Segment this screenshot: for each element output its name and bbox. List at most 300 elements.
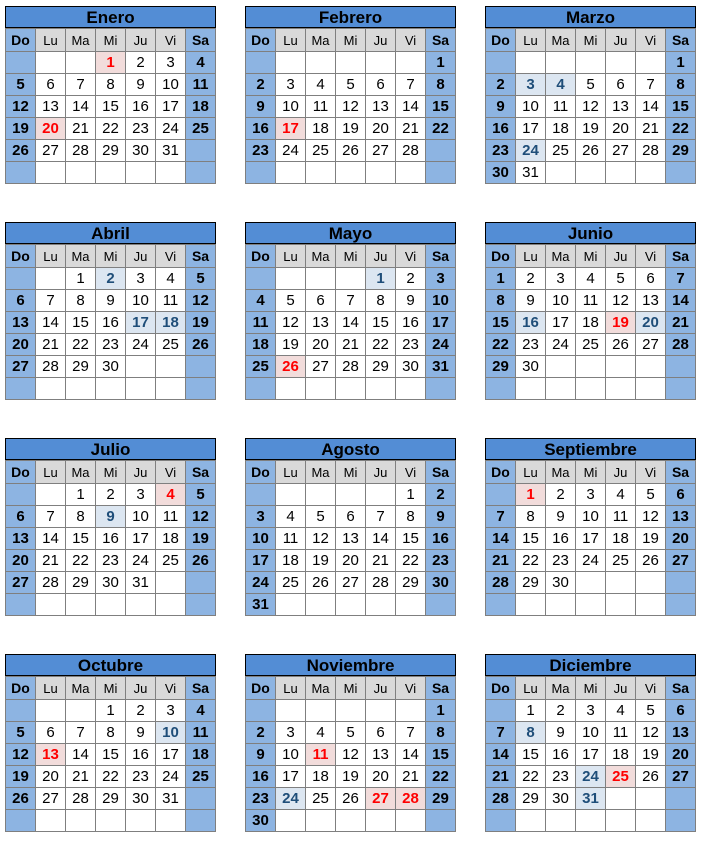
day-cell: 31 xyxy=(156,140,186,162)
day-cell: 9 xyxy=(126,74,156,96)
weekday-label: Mi xyxy=(96,677,126,700)
day-cell: 23 xyxy=(516,334,546,356)
weekday-label: Ma xyxy=(66,245,96,268)
weekday-label: Ju xyxy=(606,29,636,52)
weekday-label: Sa xyxy=(666,461,696,484)
holiday-day-cell: 26 xyxy=(276,356,306,378)
day-cell: 21 xyxy=(636,118,666,140)
weekday-label: Sa xyxy=(186,461,216,484)
day-cell: 16 xyxy=(396,312,426,334)
day-cell: 14 xyxy=(486,744,516,766)
day-cell: 30 xyxy=(546,572,576,594)
day-cell: 5 xyxy=(336,722,366,744)
day-cell: 13 xyxy=(336,528,366,550)
day-cell: 22 xyxy=(66,550,96,572)
day-cell: 30 xyxy=(96,572,126,594)
day-cell xyxy=(246,162,276,184)
week-row xyxy=(6,810,216,832)
week-row xyxy=(6,96,216,118)
day-cell: 4 xyxy=(606,484,636,506)
day-cell: 29 xyxy=(96,140,126,162)
day-cell: 17 xyxy=(426,312,456,334)
weekday-label: Ma xyxy=(306,245,336,268)
month-title: Octubre xyxy=(5,654,216,676)
day-cell: 21 xyxy=(486,766,516,788)
day-cell xyxy=(576,810,606,832)
weekday-label: Lu xyxy=(516,461,546,484)
week-row xyxy=(246,52,456,74)
day-cell: 12 xyxy=(6,96,36,118)
day-cell xyxy=(486,484,516,506)
day-cell: 31 xyxy=(246,594,276,616)
day-cell xyxy=(606,378,636,400)
day-cell: 6 xyxy=(6,506,36,528)
day-cell: 18 xyxy=(306,118,336,140)
day-cell: 2 xyxy=(396,268,426,290)
weekday-label: Vi xyxy=(636,461,666,484)
day-cell xyxy=(276,484,306,506)
day-cell: 6 xyxy=(36,722,66,744)
weekday-label: Do xyxy=(486,461,516,484)
day-cell: 19 xyxy=(186,528,216,550)
day-cell: 22 xyxy=(486,334,516,356)
month-title: Julio xyxy=(5,438,216,460)
day-cell: 18 xyxy=(606,744,636,766)
day-cell: 27 xyxy=(36,140,66,162)
holiday-day-cell: 1 xyxy=(516,484,546,506)
day-cell xyxy=(276,268,306,290)
day-cell: 29 xyxy=(66,572,96,594)
holiday-day-cell: 27 xyxy=(366,788,396,810)
day-cell: 7 xyxy=(666,268,696,290)
day-cell xyxy=(486,810,516,832)
day-cell: 20 xyxy=(306,334,336,356)
day-cell: 7 xyxy=(396,722,426,744)
month-title: Noviembre xyxy=(245,654,456,676)
highlighted-day-cell: 4 xyxy=(546,74,576,96)
day-cell xyxy=(186,162,216,184)
day-cell: 25 xyxy=(576,334,606,356)
day-cell: 9 xyxy=(546,506,576,528)
weekday-label: Lu xyxy=(36,677,66,700)
day-cell: 22 xyxy=(666,118,696,140)
day-cell: 4 xyxy=(156,268,186,290)
day-cell: 8 xyxy=(66,290,96,312)
day-cell: 25 xyxy=(156,550,186,572)
day-cell: 6 xyxy=(666,700,696,722)
day-cell xyxy=(36,484,66,506)
week-row xyxy=(486,572,696,594)
week-row xyxy=(486,788,696,810)
weekday-label: Lu xyxy=(276,677,306,700)
day-cell: 11 xyxy=(246,312,276,334)
day-cell xyxy=(396,162,426,184)
day-cell: 26 xyxy=(6,140,36,162)
week-row xyxy=(246,118,456,140)
day-cell: 20 xyxy=(606,118,636,140)
weekday-label: Ju xyxy=(366,461,396,484)
day-cell: 14 xyxy=(36,528,66,550)
day-cell: 4 xyxy=(186,700,216,722)
weekday-label: Ju xyxy=(606,245,636,268)
day-cell xyxy=(36,162,66,184)
month-3 xyxy=(5,222,216,400)
day-cell: 10 xyxy=(276,744,306,766)
day-cell: 15 xyxy=(366,312,396,334)
weekday-header-row xyxy=(246,461,456,484)
weekday-label: Sa xyxy=(426,461,456,484)
weekday-label: Ma xyxy=(306,677,336,700)
week-row xyxy=(486,290,696,312)
day-cell xyxy=(516,810,546,832)
weekday-label: Do xyxy=(486,29,516,52)
day-cell xyxy=(66,700,96,722)
day-cell: 3 xyxy=(276,722,306,744)
weekday-label: Ju xyxy=(366,29,396,52)
day-cell: 9 xyxy=(426,506,456,528)
weekday-label: Do xyxy=(246,461,276,484)
day-cell: 23 xyxy=(426,550,456,572)
month-0 xyxy=(5,6,216,184)
day-cell xyxy=(396,378,426,400)
day-cell: 22 xyxy=(366,334,396,356)
day-cell xyxy=(6,484,36,506)
day-cell: 19 xyxy=(6,118,36,140)
day-cell: 30 xyxy=(126,140,156,162)
day-cell: 14 xyxy=(36,312,66,334)
day-cell: 16 xyxy=(96,312,126,334)
weekday-label: Mi xyxy=(96,29,126,52)
month-title: Febrero xyxy=(245,6,456,28)
day-cell: 4 xyxy=(306,722,336,744)
week-row xyxy=(6,484,216,506)
week-row xyxy=(6,268,216,290)
day-cell: 14 xyxy=(396,744,426,766)
month-title: Enero xyxy=(5,6,216,28)
day-cell xyxy=(276,594,306,616)
highlighted-day-cell: 31 xyxy=(576,788,606,810)
highlighted-day-cell: 8 xyxy=(516,722,546,744)
day-cell: 8 xyxy=(366,290,396,312)
day-cell: 27 xyxy=(6,572,36,594)
day-cell: 9 xyxy=(396,290,426,312)
weekday-label: Ju xyxy=(126,461,156,484)
day-cell: 21 xyxy=(66,118,96,140)
day-cell xyxy=(546,162,576,184)
day-cell: 1 xyxy=(396,484,426,506)
weekday-header-row xyxy=(486,461,696,484)
day-cell: 20 xyxy=(366,766,396,788)
day-cell xyxy=(36,700,66,722)
day-cell xyxy=(606,572,636,594)
day-cell: 5 xyxy=(606,268,636,290)
day-cell: 28 xyxy=(66,140,96,162)
day-cell xyxy=(96,594,126,616)
month-grid xyxy=(5,28,216,184)
day-cell: 28 xyxy=(66,788,96,810)
day-cell: 12 xyxy=(306,528,336,550)
week-row xyxy=(6,506,216,528)
day-cell: 24 xyxy=(426,334,456,356)
day-cell xyxy=(276,52,306,74)
day-cell: 20 xyxy=(6,550,36,572)
day-cell: 1 xyxy=(66,268,96,290)
day-cell: 23 xyxy=(486,140,516,162)
day-cell: 30 xyxy=(396,356,426,378)
day-cell xyxy=(186,788,216,810)
day-cell xyxy=(186,140,216,162)
day-cell: 3 xyxy=(156,700,186,722)
weekday-label: Lu xyxy=(516,677,546,700)
day-cell: 13 xyxy=(606,96,636,118)
day-cell: 20 xyxy=(666,528,696,550)
weekday-label: Vi xyxy=(396,245,426,268)
week-row xyxy=(246,162,456,184)
day-cell xyxy=(276,378,306,400)
weekday-label: Ma xyxy=(306,461,336,484)
day-cell: 2 xyxy=(546,484,576,506)
day-cell: 17 xyxy=(276,766,306,788)
day-cell: 7 xyxy=(36,506,66,528)
day-cell: 17 xyxy=(156,744,186,766)
weekday-label: Do xyxy=(6,461,36,484)
day-cell: 16 xyxy=(246,118,276,140)
week-row xyxy=(6,74,216,96)
day-cell: 19 xyxy=(276,334,306,356)
day-cell xyxy=(186,356,216,378)
day-cell xyxy=(6,268,36,290)
day-cell: 24 xyxy=(246,572,276,594)
day-cell: 12 xyxy=(576,96,606,118)
weekday-label: Vi xyxy=(396,29,426,52)
holiday-day-cell: 1 xyxy=(96,52,126,74)
month-11 xyxy=(485,654,696,832)
week-row xyxy=(486,312,696,334)
day-cell: 14 xyxy=(636,96,666,118)
day-cell xyxy=(156,572,186,594)
day-cell: 1 xyxy=(66,484,96,506)
weekday-label: Do xyxy=(486,677,516,700)
day-cell xyxy=(306,52,336,74)
day-cell: 25 xyxy=(246,356,276,378)
day-cell: 14 xyxy=(66,744,96,766)
day-cell xyxy=(576,356,606,378)
weekday-label: Lu xyxy=(36,245,66,268)
day-cell: 11 xyxy=(546,96,576,118)
day-cell: 13 xyxy=(6,312,36,334)
week-row xyxy=(486,506,696,528)
day-cell xyxy=(636,572,666,594)
day-cell xyxy=(366,378,396,400)
weekday-label: Mi xyxy=(96,245,126,268)
day-cell: 15 xyxy=(516,744,546,766)
day-cell: 15 xyxy=(96,96,126,118)
day-cell: 26 xyxy=(306,572,336,594)
weekday-label: Ma xyxy=(546,677,576,700)
day-cell xyxy=(546,378,576,400)
day-cell: 3 xyxy=(246,506,276,528)
day-cell: 24 xyxy=(546,334,576,356)
day-cell xyxy=(516,594,546,616)
day-cell xyxy=(546,52,576,74)
day-cell xyxy=(606,52,636,74)
weekday-label: Vi xyxy=(396,461,426,484)
weekday-label: Sa xyxy=(666,677,696,700)
day-cell: 29 xyxy=(66,356,96,378)
day-cell: 24 xyxy=(576,550,606,572)
day-cell: 5 xyxy=(186,484,216,506)
holiday-day-cell: 19 xyxy=(606,312,636,334)
weekday-label: Ma xyxy=(306,29,336,52)
day-cell xyxy=(576,52,606,74)
weekday-header-row xyxy=(246,245,456,268)
day-cell: 5 xyxy=(306,506,336,528)
week-row xyxy=(246,506,456,528)
day-cell: 17 xyxy=(246,550,276,572)
weekday-label: Vi xyxy=(636,245,666,268)
day-cell: 13 xyxy=(366,96,396,118)
day-cell: 8 xyxy=(486,290,516,312)
day-cell xyxy=(396,594,426,616)
day-cell: 4 xyxy=(576,268,606,290)
day-cell xyxy=(6,700,36,722)
day-cell: 14 xyxy=(336,312,366,334)
day-cell: 17 xyxy=(576,744,606,766)
day-cell: 29 xyxy=(366,356,396,378)
day-cell: 8 xyxy=(666,74,696,96)
month-grid xyxy=(245,460,456,616)
holiday-day-cell: 25 xyxy=(606,766,636,788)
day-cell: 15 xyxy=(66,528,96,550)
day-cell xyxy=(666,356,696,378)
week-row xyxy=(6,378,216,400)
weekday-label: Mi xyxy=(336,677,366,700)
day-cell: 20 xyxy=(366,118,396,140)
week-row xyxy=(246,74,456,96)
highlighted-day-cell: 24 xyxy=(516,140,546,162)
day-cell: 9 xyxy=(546,722,576,744)
day-cell: 1 xyxy=(666,52,696,74)
day-cell xyxy=(156,378,186,400)
day-cell: 8 xyxy=(96,74,126,96)
day-cell xyxy=(96,378,126,400)
day-cell xyxy=(276,810,306,832)
day-cell: 25 xyxy=(156,334,186,356)
day-cell xyxy=(6,378,36,400)
day-cell: 11 xyxy=(306,96,336,118)
day-cell: 5 xyxy=(636,700,666,722)
weekday-label: Sa xyxy=(186,29,216,52)
day-cell: 28 xyxy=(336,356,366,378)
day-cell: 31 xyxy=(516,162,546,184)
weekday-header-row xyxy=(486,677,696,700)
day-cell: 19 xyxy=(6,766,36,788)
day-cell: 29 xyxy=(396,572,426,594)
day-cell: 13 xyxy=(666,722,696,744)
holiday-day-cell: 4 xyxy=(156,484,186,506)
week-row xyxy=(6,334,216,356)
day-cell: 20 xyxy=(666,744,696,766)
day-cell: 4 xyxy=(246,290,276,312)
day-cell: 10 xyxy=(126,506,156,528)
day-cell: 8 xyxy=(426,74,456,96)
day-cell: 1 xyxy=(516,700,546,722)
week-row xyxy=(486,594,696,616)
day-cell: 15 xyxy=(666,96,696,118)
day-cell xyxy=(546,594,576,616)
day-cell: 10 xyxy=(156,74,186,96)
day-cell: 10 xyxy=(576,722,606,744)
weekday-label: Sa xyxy=(666,245,696,268)
week-row xyxy=(6,722,216,744)
day-cell: 9 xyxy=(246,96,276,118)
week-row xyxy=(486,52,696,74)
weekday-label: Mi xyxy=(576,29,606,52)
day-cell xyxy=(666,162,696,184)
day-cell xyxy=(336,594,366,616)
week-row xyxy=(486,268,696,290)
day-cell: 23 xyxy=(396,334,426,356)
weekday-label: Lu xyxy=(276,461,306,484)
day-cell: 30 xyxy=(96,356,126,378)
day-cell: 10 xyxy=(576,506,606,528)
week-row xyxy=(246,766,456,788)
weekday-label: Mi xyxy=(336,29,366,52)
day-cell: 19 xyxy=(336,118,366,140)
day-cell xyxy=(636,788,666,810)
month-2 xyxy=(485,6,696,184)
day-cell: 11 xyxy=(576,290,606,312)
weekday-label: Mi xyxy=(336,461,366,484)
day-cell: 21 xyxy=(396,766,426,788)
day-cell: 10 xyxy=(126,290,156,312)
month-grid xyxy=(485,460,696,616)
day-cell: 16 xyxy=(546,744,576,766)
day-cell xyxy=(486,52,516,74)
day-cell: 8 xyxy=(426,722,456,744)
day-cell: 28 xyxy=(36,356,66,378)
day-cell xyxy=(6,52,36,74)
day-cell xyxy=(66,810,96,832)
day-cell: 7 xyxy=(396,74,426,96)
day-cell: 12 xyxy=(336,96,366,118)
day-cell: 13 xyxy=(666,506,696,528)
weekday-label: Lu xyxy=(36,461,66,484)
day-cell xyxy=(246,268,276,290)
day-cell xyxy=(576,378,606,400)
day-cell: 27 xyxy=(636,334,666,356)
day-cell xyxy=(306,700,336,722)
day-cell: 9 xyxy=(246,744,276,766)
weekday-label: Ma xyxy=(66,29,96,52)
day-cell: 12 xyxy=(6,744,36,766)
day-cell: 30 xyxy=(246,810,276,832)
day-cell: 14 xyxy=(486,528,516,550)
day-cell: 6 xyxy=(306,290,336,312)
week-row xyxy=(246,700,456,722)
day-cell: 26 xyxy=(606,334,636,356)
week-row xyxy=(486,810,696,832)
weekday-label: Mi xyxy=(96,461,126,484)
day-cell: 13 xyxy=(6,528,36,550)
day-cell: 18 xyxy=(606,528,636,550)
weekday-label: Ma xyxy=(66,677,96,700)
week-row xyxy=(246,268,456,290)
month-8 xyxy=(485,438,696,616)
day-cell: 25 xyxy=(306,140,336,162)
day-cell: 4 xyxy=(276,506,306,528)
day-cell: 10 xyxy=(426,290,456,312)
